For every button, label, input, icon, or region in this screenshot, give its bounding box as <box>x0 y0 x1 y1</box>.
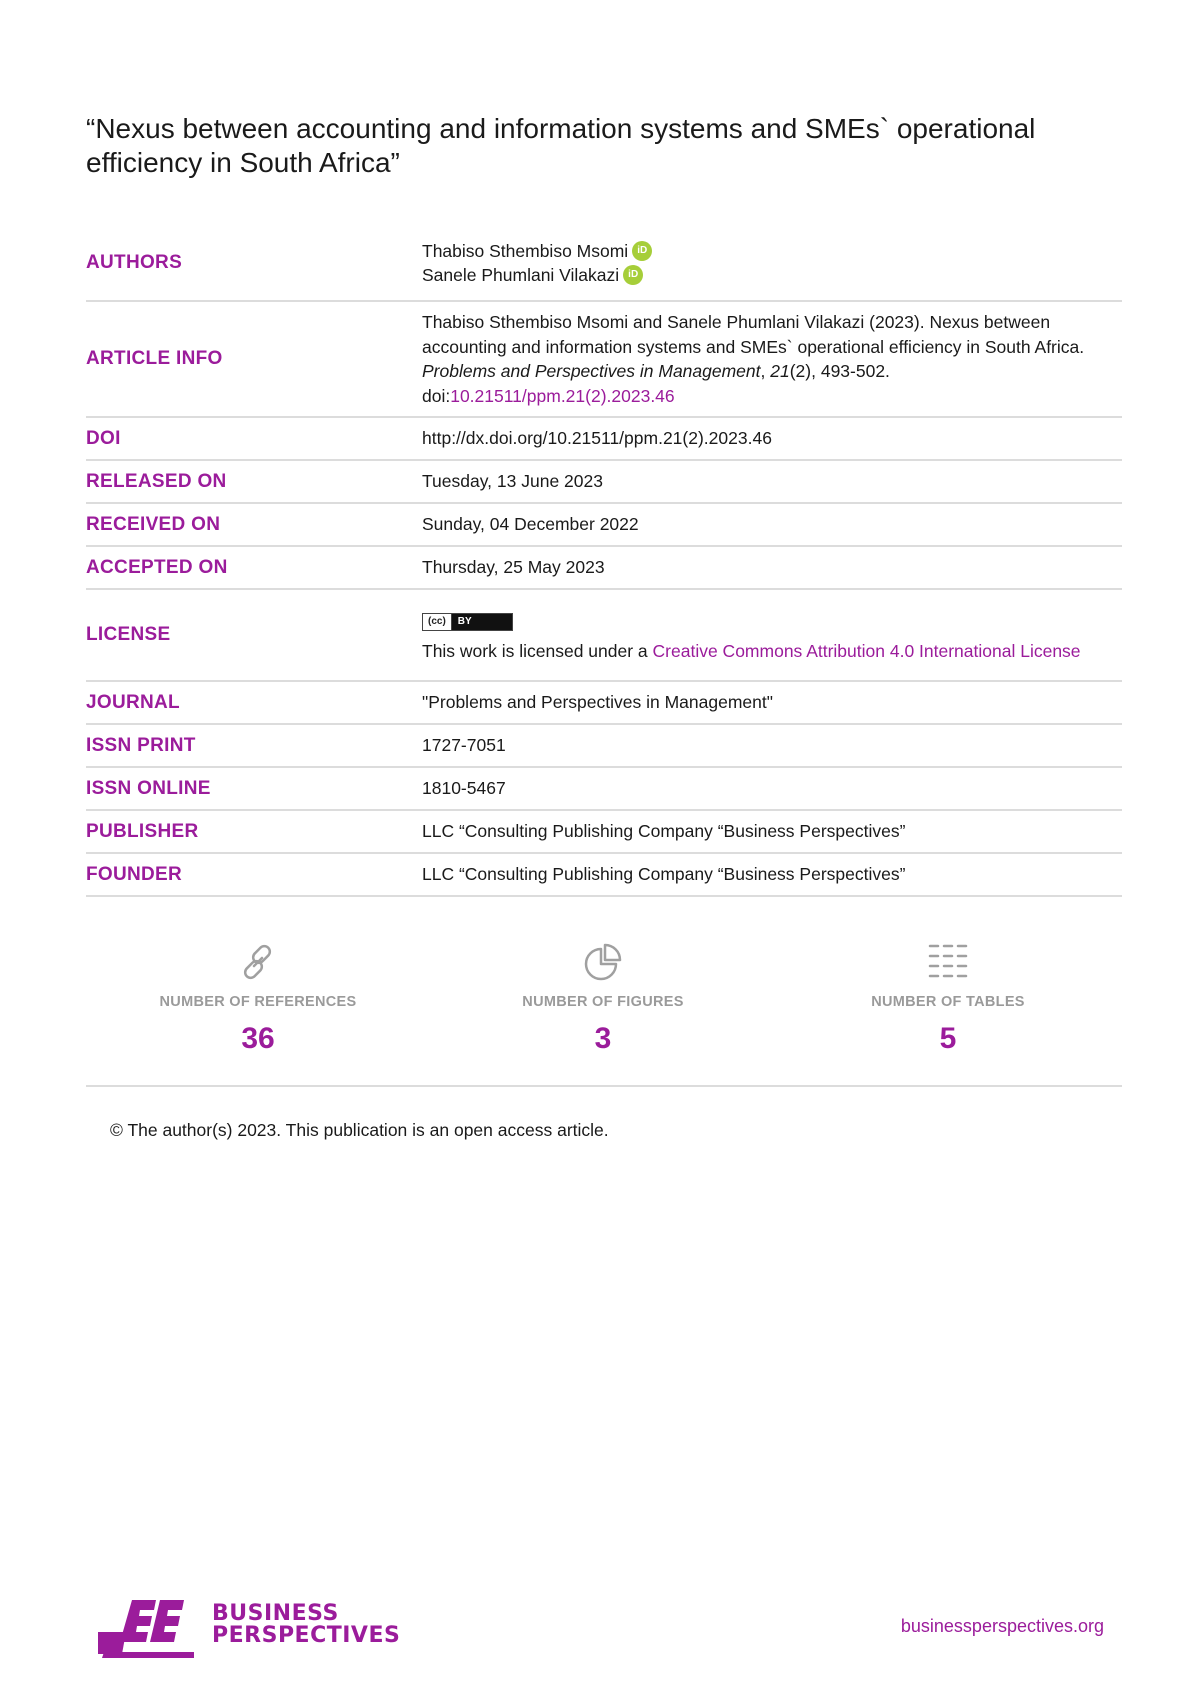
row-founder <box>86 854 1122 897</box>
orcid-icon[interactable]: iD <box>623 265 643 285</box>
author <box>422 239 1122 264</box>
license-prefix: This work is licensed under a <box>422 641 653 662</box>
stat-value: 5 <box>939 1022 957 1055</box>
copyright-notice: © The author(s) 2023. This publication is an open access article. <box>110 1120 609 1140</box>
stat-label: NUMBER OF TABLES <box>871 994 1025 1010</box>
citation-volume: 21 <box>770 361 790 381</box>
row-label: RECEIVED ON <box>86 513 221 535</box>
row-label: JOURNAL <box>86 691 180 713</box>
license-link[interactable]: Creative Commons Attribution 4.0 International License <box>652 641 1081 662</box>
row-label: AUTHORS <box>86 252 183 273</box>
row-label: ACCEPTED ON <box>86 556 228 578</box>
table-icon <box>926 940 970 984</box>
row-doi <box>86 418 1122 461</box>
cc-badge-text: (cc) <box>423 614 452 630</box>
logo-line-1: BUSINESS <box>212 1601 339 1626</box>
stat-label: NUMBER OF REFERENCES <box>159 994 357 1010</box>
author <box>422 263 1122 288</box>
row-received-on <box>86 504 1122 547</box>
accepted-date: Thursday, 25 May 2023 <box>422 557 605 578</box>
citation <box>422 310 1122 408</box>
row-license <box>86 590 1122 682</box>
license-info <box>422 606 1122 664</box>
row-label: ISSN PRINT <box>86 734 196 756</box>
logo-wordmark <box>212 1603 400 1647</box>
row-label: DOI <box>86 427 121 449</box>
issn-print-value: 1727-7051 <box>422 735 506 756</box>
pie-chart-icon <box>581 940 625 984</box>
cc-by-badge-icon[interactable] <box>422 613 513 631</box>
publisher-name: LLC “Consulting Publishing Company “Business Perspectives” <box>422 821 906 842</box>
row-released-on <box>86 461 1122 504</box>
row-publisher <box>86 811 1122 854</box>
citation-issue: (2), 493-502. <box>789 361 890 381</box>
row-label: ARTICLE INFO <box>86 348 223 369</box>
stat-tables <box>798 940 1098 1056</box>
authors-list <box>422 239 1122 288</box>
row-issn-online <box>86 768 1122 811</box>
publisher-website-link[interactable]: businessperspectives.org <box>900 1616 1104 1636</box>
business-perspectives-logo-icon <box>98 1592 198 1658</box>
received-date: Sunday, 04 December 2022 <box>422 514 639 535</box>
orcid-icon[interactable]: iD <box>632 241 652 261</box>
license-text <box>422 639 1122 664</box>
row-label: PUBLISHER <box>86 820 199 842</box>
link-icon <box>236 940 280 984</box>
citation-journal: Problems and Perspectives in Management <box>422 361 761 381</box>
row-accepted-on <box>86 547 1122 590</box>
stat-figures <box>453 940 753 1056</box>
released-date: Tuesday, 13 June 2023 <box>422 471 603 492</box>
citation-sep: , <box>760 361 771 381</box>
article-info-table <box>86 226 1122 897</box>
doi-prefix: doi: <box>422 385 451 406</box>
citation-text: Thabiso Sthembiso Msomi and Sanele Phumlani Vilakazi (2023). Nexus between accounting and information systems and SMEs` operational efficiency in South Africa. <box>422 312 1085 357</box>
row-label: FOUNDER <box>86 863 183 885</box>
row-label: LICENSE <box>86 624 171 645</box>
row-authors <box>86 226 1122 302</box>
publisher-logo[interactable] <box>98 1592 400 1658</box>
founder-name: LLC “Consulting Publishing Company “Business Perspectives” <box>422 864 906 885</box>
journal-name: "Problems and Perspectives in Management" <box>422 692 773 713</box>
stat-value: 3 <box>594 1022 612 1055</box>
row-issn-print <box>86 725 1122 768</box>
doi-url[interactable]: http://dx.doi.org/10.21511/ppm.21(2).2023.46 <box>422 428 772 449</box>
doi-link[interactable]: 10.21511/ppm.21(2).2023.46 <box>450 385 675 406</box>
row-article-info <box>86 302 1122 418</box>
row-label: RELEASED ON <box>86 470 227 492</box>
article-title: “Nexus between accounting and information systems and SMEs` operational efficiency in South Africa” <box>86 113 1036 178</box>
logo-line-2: PERSPECTIVES <box>212 1623 401 1648</box>
author-name[interactable]: Thabiso Sthembiso Msomi <box>422 240 629 261</box>
stat-label: NUMBER OF FIGURES <box>522 994 684 1010</box>
author-name[interactable]: Sanele Phumlani Vilakazi <box>422 265 620 285</box>
stats-panel <box>86 940 1122 1087</box>
stat-references <box>108 940 408 1056</box>
issn-online-value: 1810-5467 <box>422 778 506 799</box>
stat-value: 36 <box>241 1022 275 1055</box>
by-badge-text: BY <box>452 614 512 630</box>
row-label: ISSN ONLINE <box>86 777 211 799</box>
row-journal <box>86 682 1122 725</box>
